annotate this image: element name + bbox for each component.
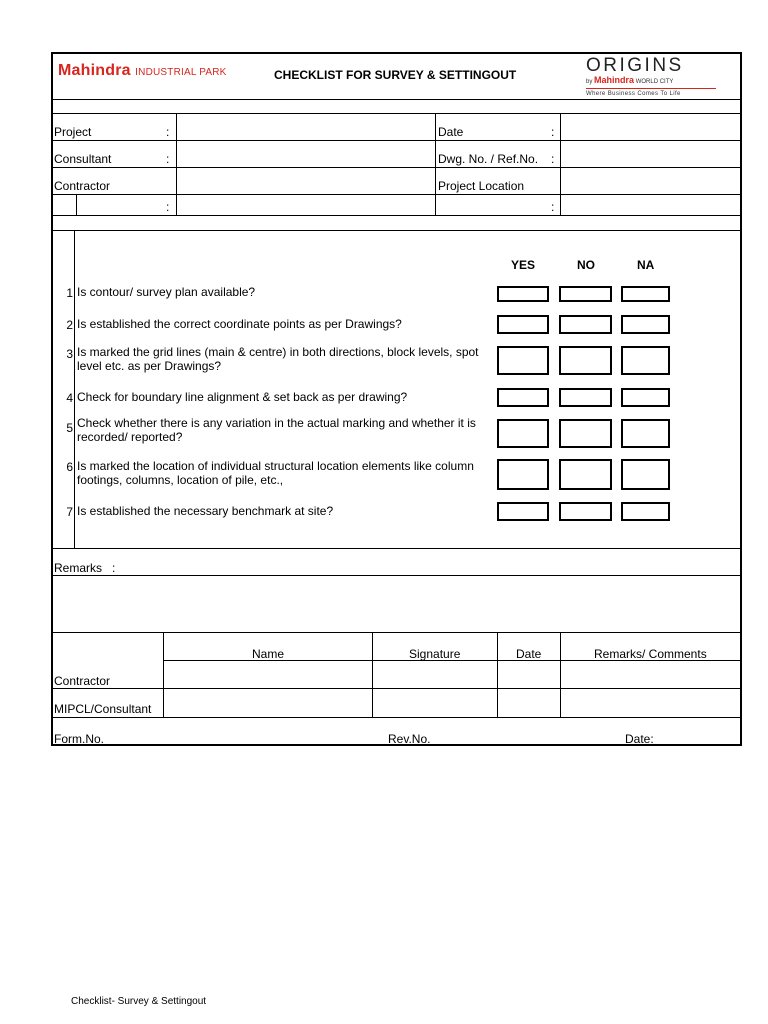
logo-brand: Mahindra: [58, 62, 131, 79]
rev-no-label: Rev.No.: [388, 732, 431, 746]
divider: [51, 548, 742, 549]
colon: :: [551, 152, 555, 166]
dwg-ref-label: Dwg. No. / Ref.No.: [438, 152, 539, 166]
colon: :: [166, 125, 170, 139]
divider: [51, 140, 742, 141]
divider: [372, 632, 373, 717]
name-header: Name: [252, 647, 285, 661]
project-location-label: Project Location: [438, 179, 525, 193]
item-number: 7: [66, 505, 73, 519]
colon: :: [551, 125, 555, 139]
na-checkbox[interactable]: [621, 286, 670, 302]
checklist-question: Is established the correct coordinate points as per Drawings?: [77, 317, 402, 331]
page-footer: Checklist- Survey & Settingout: [71, 996, 207, 1007]
divider: [176, 113, 177, 215]
na-checkbox[interactable]: [621, 346, 670, 375]
divider: [74, 230, 75, 548]
yes-checkbox[interactable]: [497, 502, 549, 521]
no-checkbox[interactable]: [559, 419, 612, 448]
no-checkbox[interactable]: [559, 459, 612, 490]
na-checkbox[interactable]: [621, 315, 670, 334]
divider: [51, 632, 742, 633]
divider: [51, 215, 742, 216]
form-title: CHECKLIST FOR SURVEY & SETTINGOUT: [274, 68, 517, 82]
divider: [51, 717, 742, 718]
consultant-label: Consultant: [54, 152, 112, 166]
divider: [51, 113, 742, 114]
remarks-comments-header: Remarks/ Comments: [594, 647, 707, 661]
yes-checkbox[interactable]: [497, 286, 549, 302]
logo-sub: INDUSTRIAL PARK: [135, 67, 227, 78]
form-date-label: Date:: [625, 732, 654, 746]
checklist-question: Is contour/ survey plan available?: [77, 285, 256, 299]
no-checkbox[interactable]: [559, 346, 612, 375]
item-number: 1: [66, 286, 73, 300]
na-checkbox[interactable]: [621, 502, 670, 521]
contractor-label: Contractor: [54, 179, 111, 193]
item-number: 4: [66, 391, 73, 405]
date-header: Date: [516, 647, 542, 661]
yes-checkbox[interactable]: [497, 459, 549, 490]
project-label: Project: [54, 125, 92, 139]
checklist-question: Check for boundary line alignment & set back as per drawing?: [77, 390, 408, 404]
form-no-label: Form.No.: [54, 732, 105, 746]
colon: :: [166, 200, 170, 214]
na-checkbox[interactable]: [621, 388, 670, 407]
origins-logo: [586, 56, 718, 97]
divider: [435, 113, 436, 215]
colon: :: [166, 152, 170, 166]
na-checkbox[interactable]: [621, 459, 670, 490]
na-header: NA: [637, 258, 655, 272]
remarks-label: Remarks :: [54, 561, 116, 575]
signature-header: Signature: [409, 647, 461, 661]
no-checkbox[interactable]: [559, 502, 612, 521]
date-label: Date: [438, 125, 464, 139]
divider: [51, 99, 742, 100]
divider: [51, 230, 742, 231]
divider: [560, 113, 561, 215]
origins-logo-rule: [586, 88, 716, 89]
no-checkbox[interactable]: [559, 388, 612, 407]
origins-logo-byline: by Mahindra WORLD CITY: [586, 75, 674, 85]
divider: [51, 688, 742, 689]
checklist-question: Is marked the location of individual structural location elements like column footings, columns, location of pile, etc.,: [77, 459, 474, 487]
divider: [51, 194, 742, 195]
item-number: 6: [66, 460, 73, 474]
na-checkbox[interactable]: [621, 419, 670, 448]
checklist-question: Check whether there is any variation in the actual marking and whether it is recorded/ reported?: [77, 416, 476, 444]
yes-checkbox[interactable]: [497, 315, 549, 334]
mipcl-consultant-row-label: MIPCL/Consultant: [54, 702, 152, 716]
no-header: NO: [577, 258, 595, 272]
divider: [76, 194, 77, 215]
checklist-question: Is marked the grid lines (main & centre) in both directions, block levels, spot level etc. as per Drawings?: [77, 345, 479, 373]
checklist-question: Is established the necessary benchmark at site?: [77, 504, 334, 518]
origins-logo-tagline: Where Business Comes To Life: [586, 91, 681, 97]
item-number: 2: [66, 318, 73, 332]
origins-logo-main: ORIGINS: [586, 55, 684, 76]
no-checkbox[interactable]: [559, 315, 612, 334]
item-number: 5: [66, 421, 73, 435]
divider: [560, 632, 561, 717]
divider: [163, 632, 164, 717]
item-number: 3: [66, 347, 73, 361]
yes-checkbox[interactable]: [497, 346, 549, 375]
mahindra-industrial-park-logo: [58, 62, 227, 80]
divider: [497, 632, 498, 717]
contractor-row-label: Contractor: [54, 674, 111, 688]
colon: :: [551, 200, 555, 214]
no-checkbox[interactable]: [559, 286, 612, 302]
yes-checkbox[interactable]: [497, 419, 549, 448]
divider: [51, 575, 742, 576]
divider: [51, 167, 742, 168]
yes-checkbox[interactable]: [497, 388, 549, 407]
yes-header: YES: [511, 258, 536, 272]
